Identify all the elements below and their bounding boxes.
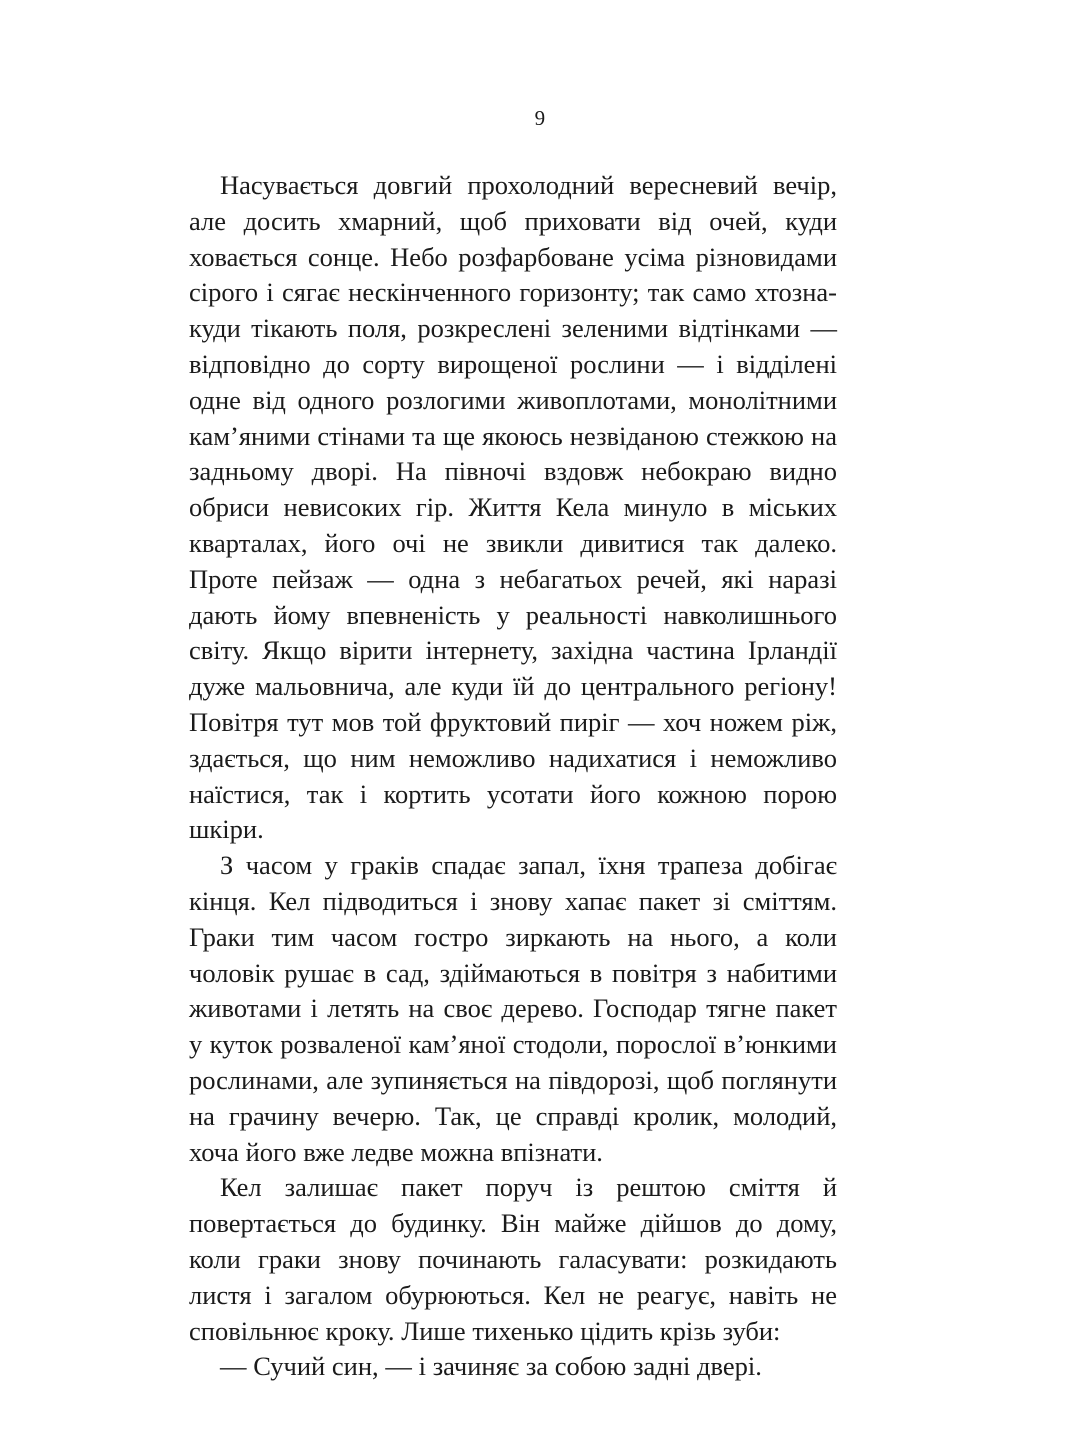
paragraph: Кел залишає пакет поруч із рештою сміття й повертається до будинку. Він майже дійшов до дому, коли граки знову починають галасувати: розкидають листя і загалом обурюються. Кел не реагує, навіть не сповільнює кроку. Лише тихенько цідить крізь зуби: — [189, 1172, 837, 1346]
paragraph-dialogue: — Сучий син, — і зачиняє за собою задні двері. — [220, 1351, 762, 1382]
page-number: 9 — [534, 106, 546, 130]
paragraph: З часом у граків спадає запал, їхня трапеза добігає кінця. Кел підводиться і знову хапає пакет зі сміттям. Граки тим часом гостро зиркають на нього, а коли чоловік рушає в сад, здіймаються в повітря з набитими животами і летять на своє дерево. Господар тягне пакет у куток розваленої кам’яної стодоли, порослої в’юнкими рослинами, але зупиняється на півдорозі, щоб поглянути на грачину вечерю. Так, це справді кролик, молодий, хоча його вже ледве можна впізнати. — [189, 850, 837, 1167]
paragraph: Насувається довгий прохолодний вересневий вечір, але досить хмарний, щоб приховати від очей, куди ховається сонце. Небо розфарбоване усіма різновидами сірого і сягає нескінченного горизонту; так само хтозна-куди тікають поля, розкреслені зеленими відтінками — відповідно до сорту вирощеної рослини — і відділені одне від одного розлогими живоплотами, монолітними кам’яними стінами та ще якоюсь незвіданою стежкою на задньому дворі. На півночі вздовж небокраю видно обриси невисоких гір. Життя Кела минуло в міських кварталах, його очі не звикли дивитися так далеко. Проте пейзаж — одна з небагатьох речей, які наразі дають йому впевненість у реальності навколишнього світу. Якщо вірити інтернету, західна частина Ірландії дуже мальовнича, але куди їй до центрального регіону! Повітря тут мов той фруктовий пиріг — хоч ножем ріж, здається, що ним неможливо надихатися і неможливо наїстися, так і кортить усотати його кожною порою шкіри. — [189, 170, 837, 845]
text-block — [189, 168, 837, 1385]
